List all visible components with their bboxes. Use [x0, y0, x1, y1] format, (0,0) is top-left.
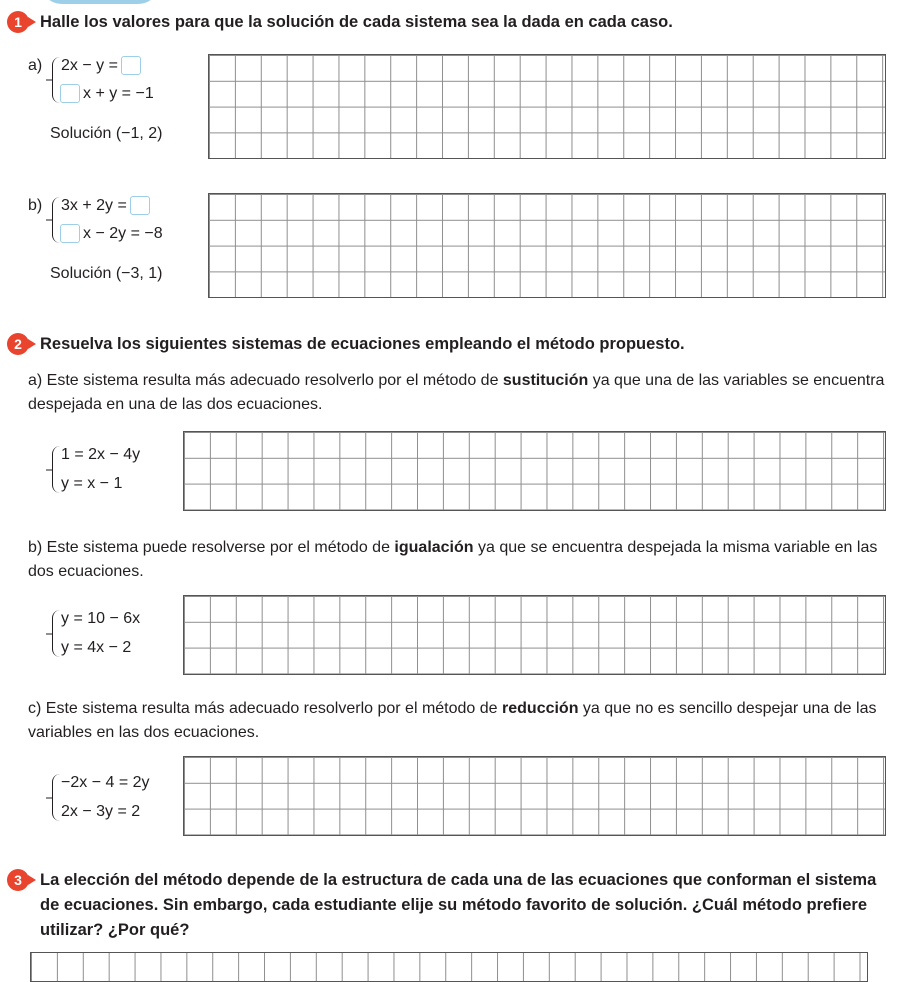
item-1a-equation-2: [57, 84, 154, 104]
item-1b-equation-2: [57, 224, 163, 244]
method-name: sustitución: [502, 372, 589, 389]
method-name: reducción: [502, 700, 579, 717]
text: ya que una de las variables se encuentra despejada en una de las dos ecuaciones.: [28, 372, 885, 413]
question-2-instruction: Resuelva los siguientes sistemas de ecuaciones empleando el método propuesto.: [40, 335, 685, 353]
item-1b-label: b): [28, 197, 43, 214]
item-2c-equation-2: 2x − 3y = 2: [61, 803, 141, 820]
equation-text: x − 2y = −8: [83, 225, 163, 242]
item-2b-description: [28, 536, 890, 584]
answer-grid-2a[interactable]: [183, 431, 886, 511]
item-1a-label: a): [28, 57, 43, 74]
item-1b-solution: Solución (−3, 1): [50, 265, 163, 282]
question-number-2: 2: [7, 333, 29, 355]
question-number-3: 3: [7, 869, 29, 891]
text: ya que se encuentra despejada la misma variable en las dos ecuaciones.: [28, 539, 878, 580]
item-1a-solution: Solución (−1, 2): [50, 125, 163, 142]
answer-grid-1b[interactable]: [208, 193, 886, 298]
answer-grid-1a[interactable]: [208, 54, 886, 159]
answer-blank[interactable]: [121, 56, 141, 75]
text: b) Este sistema puede resolverse por el método de: [28, 539, 395, 556]
item-2c-description: [28, 697, 890, 745]
answer-grid-3[interactable]: [30, 952, 868, 982]
text: a) Este sistema resulta más adecuado resolverlo por el método de: [28, 372, 503, 389]
equation-text: x + y = −1: [83, 85, 154, 102]
text: ya que no es sencillo despejar una de las variables en las dos ecuaciones.: [28, 700, 877, 741]
answer-blank[interactable]: [60, 84, 80, 103]
item-1b-equation-1: [61, 196, 153, 216]
answer-blank[interactable]: [130, 196, 150, 215]
item-2a-equation-1: 1 = 2x − 4y: [61, 446, 141, 463]
text: c) Este sistema resulta más adecuado resolverlo por el método de: [28, 700, 503, 717]
question-1-instruction: Halle los valores para que la solución de cada sistema sea la dada en cada caso.: [40, 13, 673, 31]
top-decoration: [40, 0, 160, 4]
answer-blank[interactable]: [60, 224, 80, 243]
item-2a-equation-2: y = x − 1: [61, 475, 123, 492]
item-2a-description: [28, 369, 890, 417]
method-name: igualación: [394, 539, 474, 556]
item-2c-equation-1: −2x − 4 = 2y: [61, 774, 150, 791]
question-number-1: 1: [7, 11, 29, 33]
answer-grid-2b[interactable]: [183, 595, 886, 675]
equation-text: 3x + 2y =: [61, 197, 127, 214]
item-1a-equation-1: [61, 56, 144, 76]
equation-text: 2x − y =: [61, 57, 118, 74]
question-3-instruction: La elección del método depende de la estructura de cada una de las ecuaciones que conforman el sistema de ecuaciones. Sin embargo, cada estudiante elije su método favorito de solución. ¿Cuál método prefiere utilizar? ¿Por qué?: [40, 871, 877, 939]
answer-grid-2c[interactable]: [183, 756, 886, 836]
item-2b-equation-2: y = 4x − 2: [61, 639, 132, 656]
item-2b-equation-1: y = 10 − 6x: [61, 610, 141, 627]
